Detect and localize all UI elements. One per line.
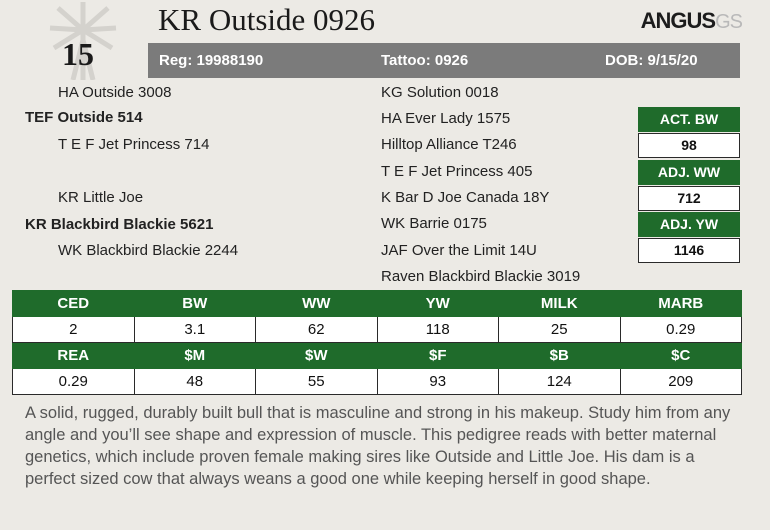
date-of-birth: DOB: 9/15/20: [605, 52, 698, 69]
pedigree-dam-sire: KR Little Joe: [58, 189, 144, 206]
epd-table: [12, 290, 742, 395]
epd-label: $W: [256, 343, 378, 369]
weight-label-birth: ACT. BW: [638, 107, 740, 132]
pedigree-sire-dam: T E F Jet Princess 714: [58, 136, 210, 153]
epd-value-row: [13, 317, 742, 343]
epd-value: 0.29: [620, 317, 742, 343]
pedigree-ss-dam: HA Ever Lady 1575: [381, 110, 511, 127]
epd-label-row: [13, 291, 742, 317]
weight-value-birth: 98: [638, 133, 740, 158]
pedigree-sd-dam: T E F Jet Princess 405: [381, 163, 533, 180]
registration-number: Reg: 19988190: [159, 52, 264, 69]
epd-value: 25: [499, 317, 621, 343]
lot-number: 15: [62, 36, 94, 72]
epd-value: 93: [377, 369, 499, 395]
epd-label: BW: [134, 291, 256, 317]
epd-label: WW: [256, 291, 378, 317]
pedigree-dam: KR Blackbird Blackie 5621: [25, 216, 214, 233]
epd-value: 118: [377, 317, 499, 343]
epd-label: MARB: [620, 291, 742, 317]
epd-value: 55: [256, 369, 378, 395]
angus-gs-logo: [641, 8, 742, 34]
pedigree-sire: TEF Outside 514: [25, 109, 143, 126]
epd-value: 209: [620, 369, 742, 395]
epd-label: $B: [499, 343, 621, 369]
pedigree-ds-sire: K Bar D Joe Canada 18Y: [381, 189, 550, 206]
logo-suffix: GS: [715, 11, 742, 33]
pedigree-dd-sire: JAF Over the Limit 14U: [381, 242, 537, 259]
pedigree-dam-dam: WK Blackbird Blackie 2244: [58, 242, 239, 259]
weight-label-yearling: ADJ. YW: [638, 212, 740, 237]
pedigree-sire-sire: HA Outside 3008: [58, 84, 172, 101]
description-paragraph: A solid, rugged, durably built bull that is masculine and strong in his makeup. Study him from any angle and you’ll see shape and expression of muscle. This pedigree reads with better maternal genetics, which include proven female making sires like Outside and Little Joe. His dam is a perfect sized cow that always weans a good one while keeping herself in good shape.: [25, 404, 731, 488]
epd-value: 48: [134, 369, 256, 395]
weight-value-weaning: 712: [638, 186, 740, 211]
tattoo: Tattoo: 0926: [381, 52, 469, 69]
epd-label: $F: [377, 343, 499, 369]
epd-value: 0.29: [13, 369, 135, 395]
pedigree-sd-sire: Hilltop Alliance T246: [381, 136, 517, 153]
registration-bar: [148, 43, 740, 78]
pedigree-dd-dam: Raven Blackbird Blackie 3019: [381, 268, 581, 285]
epd-value: 2: [13, 317, 135, 343]
epd-label: YW: [377, 291, 499, 317]
epd-label: CED: [13, 291, 135, 317]
epd-label: $C: [620, 343, 742, 369]
epd-label: REA: [13, 343, 135, 369]
epd-label-row: [13, 343, 742, 369]
epd-label: $M: [134, 343, 256, 369]
epd-value-row: [13, 369, 742, 395]
epd-value: 3.1: [134, 317, 256, 343]
logo-main: ANGUS: [640, 8, 716, 33]
epd-value: 124: [499, 369, 621, 395]
epd-value: 62: [256, 317, 378, 343]
pedigree-ds-dam: WK Barrie 0175: [381, 215, 487, 232]
pedigree-ss-sire: KG Solution 0018: [381, 84, 499, 101]
weight-label-weaning: ADJ. WW: [638, 160, 740, 185]
weight-value-yearling: 1146: [638, 238, 740, 263]
epd-label: MILK: [499, 291, 621, 317]
animal-name: KR Outside 0926: [158, 2, 375, 37]
